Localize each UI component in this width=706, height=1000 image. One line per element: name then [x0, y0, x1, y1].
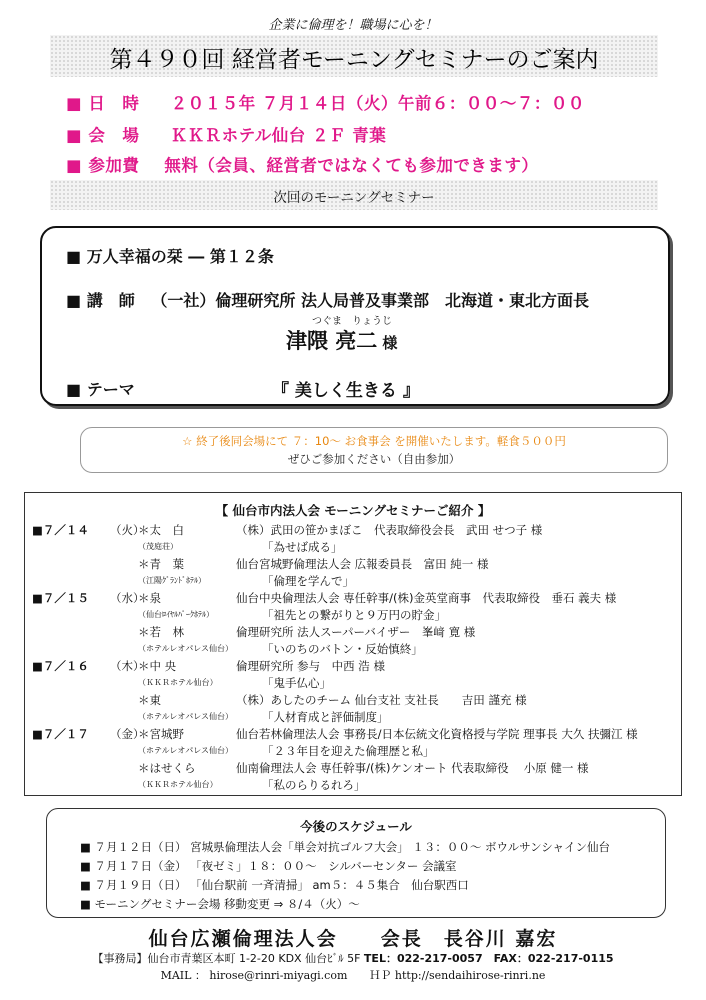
org-name: 仙台広瀬倫理法人会	[148, 928, 338, 950]
lecturer-ruby: つぐま りょうじ	[312, 316, 392, 327]
row-venue: （ホテルレオパレス仙台）	[138, 746, 233, 755]
row-chapter: ＊中 央	[138, 659, 177, 673]
square-bullet-icon: ■	[66, 94, 83, 113]
office-phone: TEL：022-217-0057 FAX：022-217-0115	[363, 952, 614, 965]
schedule-item: ■ ７月１９日（日） 「仙台駅前 一斉清掃」 am５：４５集合 仙台駅西口	[80, 878, 469, 892]
lecturer-name: 津隈 亮二	[286, 329, 378, 353]
square-bullet-icon: ■	[66, 126, 83, 145]
row-chapter: ＊宮城野	[138, 727, 184, 741]
info-value: ＫＫＲホテル仙台 ２Ｆ 青葉	[170, 126, 387, 145]
lecturer-label: ■ 講 師	[66, 291, 135, 310]
seminar-lecturer	[66, 288, 589, 311]
row-speaker: （株）武田の笹かまぼこ 代表取締役会長 武田 せつ子 様	[236, 523, 543, 537]
lecturer-name-line	[286, 325, 397, 355]
notice-invite: ぜひご参加ください（自由参加）	[287, 452, 461, 466]
row-speaker: 仙台中央倫理法人会 専任幹事/(株)金英堂商事 代表取締役 垂石 義夫 様	[236, 591, 617, 605]
row-weekday: （水）	[110, 591, 145, 605]
row-chapter: ＊若 林	[138, 625, 184, 639]
row-date: ■７／１４	[32, 523, 89, 537]
seminar-article: ■ 万人幸福の栞 ― 第１２条	[66, 247, 274, 266]
row-chapter: ＊東	[138, 693, 161, 707]
address-line	[0, 950, 706, 966]
seminar-theme-label: ■ テーマ	[66, 380, 135, 399]
info-label: 日 時	[88, 94, 140, 113]
row-date: ■７／１６	[32, 659, 89, 673]
row-theme: 「私のらりるれろ」	[262, 778, 366, 792]
row-chapter: ＊はせくら	[138, 761, 196, 775]
info-label: 参加費	[88, 156, 140, 175]
row-venue: （ホテルレオパレス仙台）	[138, 644, 233, 653]
row-theme: 「２３年目を迎えた倫理歴と私」	[262, 744, 435, 758]
row-date: ■７／１５	[32, 591, 89, 605]
org-president: 会長 長谷川 嘉宏	[380, 928, 558, 950]
info-venue	[66, 122, 386, 146]
row-speaker: （株）あしたのチーム 仙台支社 支社長 吉田 謹充 様	[236, 693, 527, 707]
page-title: 第４９０回 経営者モーニングセミナーのご案内	[109, 47, 599, 73]
row-venue: （茂庭荘）	[138, 542, 178, 551]
row-theme: 「いのちのバトン・反始慎終」	[262, 642, 423, 656]
intro-heading: 【 仙台市内法人会 モーニングセミナーご紹介 】	[215, 503, 491, 518]
schedule-item: ■ ７月１７日（金） 「夜ゼミ」１８：００～ シルバーセンター 会議室	[80, 859, 457, 873]
row-speaker: 仙南倫理法人会 専任幹事/(株)ケンオート 代表取締役 小原 健一 様	[236, 761, 589, 775]
row-venue: （江陽ｸﾞﾗﾝﾄﾞﾎﾃﾙ）	[138, 576, 206, 585]
row-weekday: （火）	[110, 523, 145, 537]
schedule-heading: 今後のスケジュール	[300, 819, 412, 834]
notice-meal: ☆ 終了後同会場にて ７：10～ お食事会 を開催いたします。軽食５００円	[182, 434, 566, 448]
info-fee	[66, 152, 538, 176]
row-theme: 「鬼手仏心」	[262, 676, 331, 690]
lecturer-honorific: 様	[382, 334, 398, 352]
lecturer-affiliation: （一社）倫理研究所 法人局普及事業部 北海道・東北方面長	[151, 291, 589, 310]
row-speaker: 倫理研究所 法人スーパーバイザー 峯﨑 寛 様	[236, 625, 476, 639]
row-date: ■７／１７	[32, 727, 89, 741]
row-chapter: ＊泉	[138, 591, 161, 605]
row-weekday: （金）	[110, 727, 145, 741]
info-label: 会 場	[88, 126, 140, 145]
square-bullet-icon: ■	[66, 156, 83, 175]
info-value: ２０１５年 ７月１４日（火）午前６：００～７：００	[170, 94, 585, 113]
info-value: 無料（会員、経営者ではなくても参加できます）	[164, 156, 539, 175]
row-venue: （ＫＫＲホテル仙台）	[138, 678, 218, 687]
row-chapter: ＊青 葉	[138, 557, 184, 571]
row-theme: 「為せば成る」	[262, 540, 343, 554]
org-line	[0, 924, 706, 951]
row-venue: （仙台ﾛｲﾔﾙﾊﾟｰｸﾎﾃﾙ）	[138, 610, 214, 619]
office-address: 【事務局】仙台市青葉区本町 1-2-20 KDX 仙台ﾋﾞﾙ 5F	[92, 952, 361, 965]
row-theme: 「倫理を学んで」	[262, 574, 354, 588]
row-speaker: 仙台宮城野倫理法人会 広報委員長 富田 純一 様	[236, 557, 489, 571]
row-speaker: 倫理研究所 参与 中西 浩 様	[236, 659, 385, 673]
info-datetime	[66, 90, 585, 114]
row-venue: （ＫＫＲホテル仙台）	[138, 780, 218, 789]
schedule-item: ■ ７月１２日（日） 宮城県倫理法人会「単会対抗ゴルフ大会」 １３：００～ ボウルサンシャイン仙台	[80, 840, 611, 854]
row-venue: （ホテルレオパレス仙台）	[138, 712, 233, 721]
row-speaker: 仙台若林倫理法人会 事務長/日本伝統文化資格授与学院 理事長 大久 扶彌江 様	[236, 727, 638, 741]
row-chapter: ＊太 白	[138, 523, 184, 537]
next-seminar-heading: 次回のモーニングセミナー	[273, 190, 435, 206]
contact-line: MAIL ： hirose@rinri-miyagi.com ＨＰ http://sendaihirose-rinri.ne	[160, 969, 546, 982]
row-weekday: （木）	[110, 659, 145, 673]
seminar-theme: 『 美しく生きる 』	[272, 381, 420, 401]
row-theme: 「祖先との繋がりと９万円の貯金」	[262, 608, 446, 622]
schedule-item: ■ モーニングセミナー会場 移動変更 ⇒ ８/４（火）～	[80, 897, 360, 911]
row-theme: 「人材育成と評価制度」	[262, 710, 389, 724]
tagline: 企業に倫理を！職場に心を！	[268, 18, 438, 33]
